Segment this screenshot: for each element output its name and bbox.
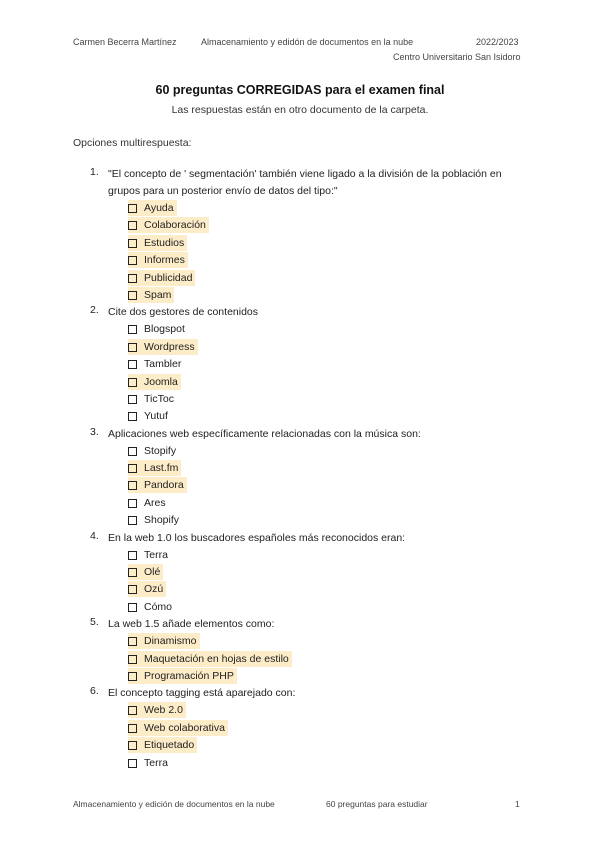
checkbox-icon[interactable] xyxy=(128,568,137,577)
option-item[interactable] xyxy=(0,564,600,581)
question-text: Cite dos gestores de contenidos xyxy=(108,306,259,319)
checkbox-icon[interactable] xyxy=(128,447,137,456)
option-label: Shopify xyxy=(144,514,180,527)
question-item xyxy=(0,166,600,304)
option-item[interactable] xyxy=(0,755,600,772)
question-number: 3. xyxy=(90,425,99,438)
question-text: "El concepto de ' segmentación' también viene ligado a la división de la población en grupos para un posterior envío de datos del tipo:" xyxy=(108,168,502,197)
checkbox-icon[interactable] xyxy=(128,481,137,490)
option-item[interactable] xyxy=(0,599,600,616)
option-label: Cómo xyxy=(144,600,173,613)
checkbox-icon[interactable] xyxy=(128,291,137,300)
option-label: Stopify xyxy=(144,444,177,457)
option-label: Maquetación en hojas de estilo xyxy=(128,651,292,667)
option-label: Web colaborativa xyxy=(128,720,228,736)
question-text: La web 1.5 añade elementos como: xyxy=(108,618,275,631)
option-label: Pandora xyxy=(128,477,187,493)
option-label: Dinamismo xyxy=(128,633,200,649)
question-number: 1. xyxy=(90,166,99,178)
option-item[interactable] xyxy=(0,737,600,754)
header-year: 2022/2023 xyxy=(476,37,519,47)
option-label: Last.fm xyxy=(128,460,181,476)
option-label: Yutuf xyxy=(144,410,168,423)
question-item xyxy=(0,530,600,617)
option-item[interactable] xyxy=(0,356,600,373)
checkbox-icon[interactable] xyxy=(128,499,137,508)
page-title: 60 preguntas CORREGIDAS para el examen final xyxy=(155,83,445,97)
option-item[interactable] xyxy=(0,287,600,304)
option-item[interactable] xyxy=(0,581,600,598)
checkbox-icon[interactable] xyxy=(128,343,137,352)
option-label: Ares xyxy=(144,496,166,509)
question-item xyxy=(0,685,600,772)
footer-page-number: 1 xyxy=(515,799,520,809)
option-item[interactable] xyxy=(0,217,600,234)
question-text: Aplicaciones web específicamente relacionadas con la música son: xyxy=(108,427,421,440)
option-item[interactable] xyxy=(0,339,600,356)
checkbox-icon[interactable] xyxy=(128,551,137,560)
checkbox-icon[interactable] xyxy=(128,637,137,646)
option-item[interactable] xyxy=(0,702,600,719)
option-item[interactable] xyxy=(0,651,600,668)
option-label: Web 2.0 xyxy=(128,702,186,718)
option-item[interactable] xyxy=(0,270,600,287)
footer-course: Almacenamiento y edición de documentos en la nube xyxy=(73,799,275,809)
checkbox-icon[interactable] xyxy=(128,412,137,421)
checkbox-icon[interactable] xyxy=(128,655,137,664)
header-author: Carmen Becerra Martínez xyxy=(73,37,177,47)
checkbox-icon[interactable] xyxy=(128,706,137,715)
option-label: Informes xyxy=(128,252,188,268)
option-label: Estudios xyxy=(128,235,187,251)
option-item[interactable] xyxy=(0,460,600,477)
checkbox-icon[interactable] xyxy=(128,603,137,612)
option-item[interactable] xyxy=(0,235,600,252)
checkbox-icon[interactable] xyxy=(128,360,137,369)
checkbox-icon[interactable] xyxy=(128,239,137,248)
question-item xyxy=(0,426,600,530)
checkbox-icon[interactable] xyxy=(128,759,137,768)
option-label: Ozú xyxy=(128,581,166,597)
question-text: El concepto tagging está aparejado con: xyxy=(108,687,296,700)
option-item[interactable] xyxy=(0,720,600,737)
checkbox-icon[interactable] xyxy=(128,516,137,525)
checkbox-icon[interactable] xyxy=(128,221,137,230)
option-label: Wordpress xyxy=(128,339,198,355)
option-label: Ayuda xyxy=(128,200,177,216)
option-item[interactable] xyxy=(0,252,600,269)
option-item[interactable] xyxy=(0,443,600,460)
header-institution: Centro Universitario San Isidoro xyxy=(393,52,521,62)
option-item[interactable] xyxy=(0,391,600,408)
footer-doc: 60 preguntas para estudiar xyxy=(326,799,428,809)
option-label: Spam xyxy=(128,287,174,303)
question-number: 4. xyxy=(90,529,99,542)
option-label: Tambler xyxy=(144,358,182,371)
section-intro: Opciones multirespuesta: xyxy=(73,137,192,149)
question-list xyxy=(0,166,600,772)
page-subtitle: Las respuestas están en otro documento de la carpeta. xyxy=(171,104,429,116)
option-item[interactable] xyxy=(0,668,600,685)
option-label: Terra xyxy=(144,548,168,561)
option-label: Programación PHP xyxy=(128,668,237,684)
question-number: 5. xyxy=(90,616,99,629)
option-item[interactable] xyxy=(0,408,600,425)
question-item xyxy=(0,304,600,425)
checkbox-icon[interactable] xyxy=(128,378,137,387)
option-item[interactable] xyxy=(0,512,600,529)
option-item[interactable] xyxy=(0,477,600,494)
checkbox-icon[interactable] xyxy=(128,672,137,681)
checkbox-icon[interactable] xyxy=(128,464,137,473)
option-item[interactable] xyxy=(0,495,600,512)
option-label: Publicidad xyxy=(128,270,195,286)
checkbox-icon[interactable] xyxy=(128,256,137,265)
question-item xyxy=(0,616,600,685)
question-text: En la web 1.0 los buscadores españoles más reconocidos eran: xyxy=(108,531,406,544)
option-label: TicToc xyxy=(144,392,174,405)
option-label: Joomla xyxy=(128,374,181,390)
option-label: Terra xyxy=(144,756,168,769)
question-number: 2. xyxy=(90,304,99,317)
option-item[interactable] xyxy=(0,374,600,391)
checkbox-icon[interactable] xyxy=(128,395,137,404)
option-item[interactable] xyxy=(0,321,600,338)
option-item[interactable] xyxy=(0,200,600,217)
option-label: Colaboración xyxy=(128,217,209,233)
checkbox-icon[interactable] xyxy=(128,325,137,334)
option-label: Etiquetado xyxy=(128,737,197,753)
checkbox-icon[interactable] xyxy=(128,274,137,283)
header-course: Almacenamiento y edidón de documentos en la nube xyxy=(201,37,414,47)
question-number: 6. xyxy=(90,685,99,698)
checkbox-icon[interactable] xyxy=(128,724,137,733)
option-label: Olé xyxy=(128,564,163,580)
checkbox-icon[interactable] xyxy=(128,585,137,594)
checkbox-icon[interactable] xyxy=(128,741,137,750)
checkbox-icon[interactable] xyxy=(128,204,137,213)
option-item[interactable] xyxy=(0,547,600,564)
option-label: Blogspot xyxy=(144,323,185,336)
option-item[interactable] xyxy=(0,633,600,650)
